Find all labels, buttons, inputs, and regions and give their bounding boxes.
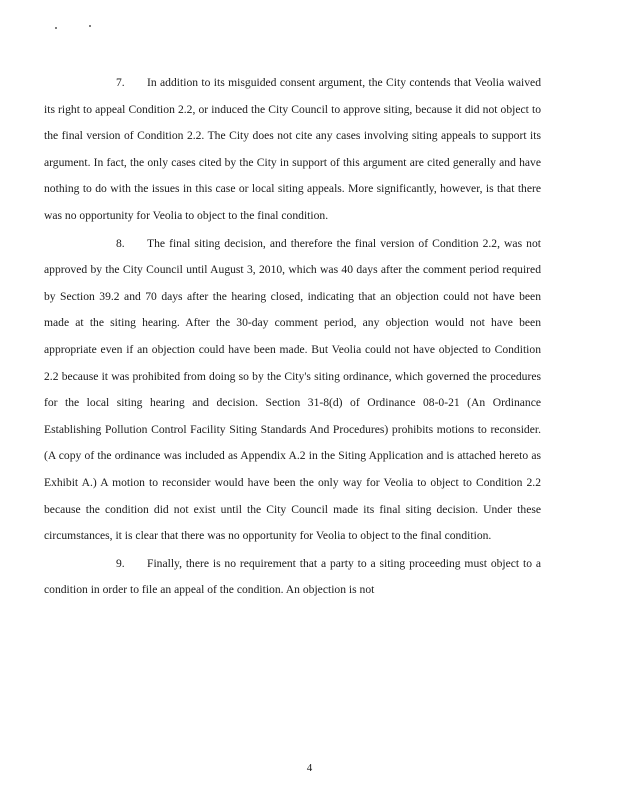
page-number: 4 (306, 762, 313, 774)
paragraph-number: 9. (116, 556, 125, 570)
scan-speck (89, 25, 91, 27)
paragraph-text: In addition to its misguided consent argument, the City contends that Veolia waived its right to appeal Condition 2.2, or induced the City Council to approve siting, because it did not object to the final version of Condition 2.2. The City does not cite any cases involving siting appeals to support its argument. In fact, the only cases cited by the City in support of this argument are cited generally and have nothing to do with the issues in this case or local siting appeals. More significantly, however, is that there was no opportunity for Veolia to object to the final condition. (44, 76, 541, 222)
paragraph-number: 7. (116, 76, 125, 89)
paragraph-9 (44, 551, 541, 604)
paragraph-7 (44, 70, 541, 230)
paragraph-number: 8. (116, 236, 125, 250)
paragraph-text: The final siting decision, and therefore the final version of Condition 2.2, was not approved by the City Council until August 3, 2010, which was 40 days after the comment period required by Section 39.2 and 70 days after the hearing closed, indicating that an objection could not have been made at the siting hearing. After the 30-day comment period, any objection would not have been appropriate even if an objection could have been made. But Veolia could not have objected to Condition 2.2 because it was prohibited from doing so by the City's siting ordinance, which governed the procedures for the local siting hearing and decision. Section 31-8(d) of Ordinance 08-0-21 (An Ordinance Establishing Pollution Control Facility Siting Standards And Procedures) prohibits motions to reconsider. (A copy of the ordinance was included as Appendix A.2 in the Siting Application and is attached hereto as Exhibit A.) A motion to reconsider would have been the only way for Veolia to object to Condition 2.2 because the condition did not exist until the City Council made its final siting decision. Under these circumstances, it is clear that there was no opportunity for Veolia to object to the final condition. (44, 236, 541, 543)
scan-speck (55, 27, 57, 29)
paragraph-8 (44, 231, 541, 550)
paragraph-text: Finally, there is no requirement that a party to a siting proceeding must object to a condition in order to file an appeal of the condition. An objection is not (44, 556, 541, 597)
document-body (44, 70, 541, 604)
